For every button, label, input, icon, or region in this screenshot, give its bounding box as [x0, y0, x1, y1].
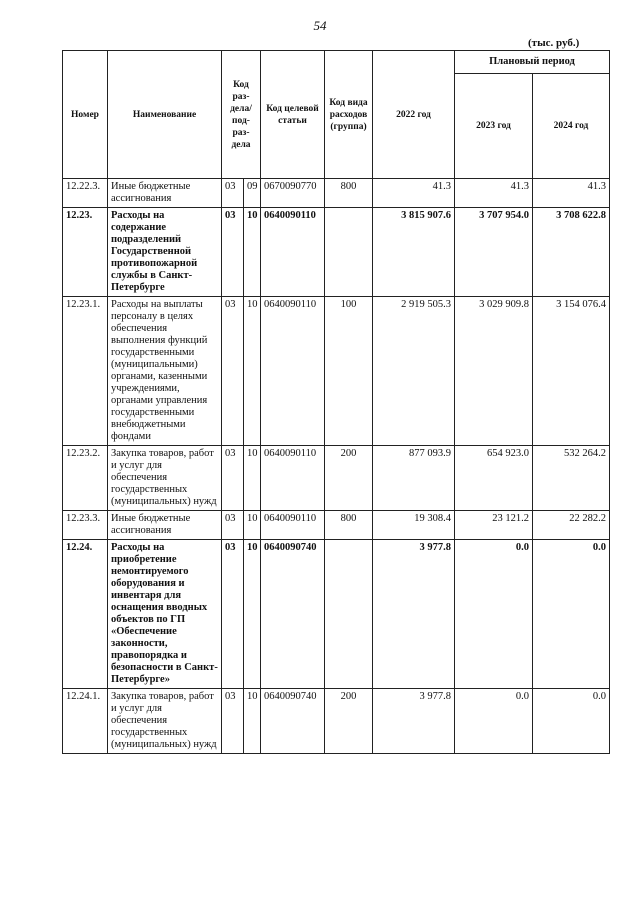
cell-target: 0640090110	[261, 208, 325, 297]
cell-y2024: 22 282.2	[533, 511, 610, 540]
cell-y2024: 532 264.2	[533, 446, 610, 511]
cell-kind: 800	[325, 511, 373, 540]
cell-sec: 03	[222, 689, 244, 754]
header-section: Код раз-дела/ под-раз-дела	[222, 51, 261, 179]
cell-y2023: 41.3	[455, 179, 533, 208]
cell-y2022: 41.3	[373, 179, 455, 208]
cell-num: 12.24.	[63, 540, 108, 689]
header-2024: 2024 год	[533, 74, 610, 179]
header-2022: 2022 год	[373, 51, 455, 179]
cell-y2023: 23 121.2	[455, 511, 533, 540]
cell-sub: 10	[244, 297, 261, 446]
cell-sec: 03	[222, 446, 244, 511]
cell-sec: 03	[222, 297, 244, 446]
cell-num: 12.23.	[63, 208, 108, 297]
cell-name: Иные бюджетные ассигнования	[108, 179, 222, 208]
units-label: (тыс. руб.)	[528, 37, 580, 49]
cell-y2023: 3 029 909.8	[455, 297, 533, 446]
cell-name: Расходы на содержание подразделений Государственной противопожарной службы в Санкт-Петербурге	[108, 208, 222, 297]
cell-name: Расходы на выплаты персоналу в целях обеспечения выполнения функций государственными (муниципальными) органами, казенными учреждениями, органами управления государственными внебюджетными фондами	[108, 297, 222, 446]
cell-target: 0640090740	[261, 689, 325, 754]
cell-y2024: 0.0	[533, 540, 610, 689]
page-number: 54	[313, 18, 327, 33]
cell-num: 12.23.1.	[63, 297, 108, 446]
cell-sec: 03	[222, 511, 244, 540]
cell-y2024: 3 708 622.8	[533, 208, 610, 297]
header-2023: 2023 год	[455, 74, 533, 179]
cell-kind	[325, 540, 373, 689]
cell-kind: 200	[325, 689, 373, 754]
cell-num: 12.24.1.	[63, 689, 108, 754]
cell-y2022: 3 815 907.6	[373, 208, 455, 297]
cell-y2023: 654 923.0	[455, 446, 533, 511]
cell-y2023: 0.0	[455, 689, 533, 754]
header-name: Наименование	[108, 51, 222, 179]
cell-sub: 10	[244, 540, 261, 689]
header-planned: Плановый период	[455, 51, 610, 74]
cell-y2022: 3 977.8	[373, 540, 455, 689]
cell-name: Иные бюджетные ассигнования	[108, 511, 222, 540]
cell-kind: 800	[325, 179, 373, 208]
header-kind: Код вида расходов (группа)	[325, 51, 373, 179]
cell-kind	[325, 208, 373, 297]
cell-target: 0640090110	[261, 511, 325, 540]
cell-sub: 10	[244, 208, 261, 297]
cell-target: 0640090740	[261, 540, 325, 689]
cell-target: 0670090770	[261, 179, 325, 208]
cell-target: 0640090110	[261, 446, 325, 511]
budget-table	[62, 50, 610, 754]
cell-y2022: 19 308.4	[373, 511, 455, 540]
cell-y2022: 3 977.8	[373, 689, 455, 754]
cell-num: 12.23.2.	[63, 446, 108, 511]
cell-kind: 100	[325, 297, 373, 446]
cell-y2023: 0.0	[455, 540, 533, 689]
table-row	[63, 208, 610, 297]
cell-sub: 10	[244, 511, 261, 540]
cell-name: Закупка товаров, работ и услуг для обеспечения государственных (муниципальных) нужд	[108, 446, 222, 511]
cell-sec: 03	[222, 540, 244, 689]
cell-sec: 03	[222, 179, 244, 208]
table-row	[63, 511, 610, 540]
cell-sub: 10	[244, 446, 261, 511]
cell-kind: 200	[325, 446, 373, 511]
cell-y2022: 2 919 505.3	[373, 297, 455, 446]
table-row	[63, 297, 610, 446]
cell-y2024: 0.0	[533, 689, 610, 754]
cell-num: 12.23.3.	[63, 511, 108, 540]
table-row	[63, 689, 610, 754]
cell-y2023: 3 707 954.0	[455, 208, 533, 297]
cell-name: Расходы на приобретение немонтируемого оборудования и инвентаря для оснащения вводных объектов по ГП «Обеспечение законности, правопорядка и безопасности в Санкт-Петербурге»	[108, 540, 222, 689]
cell-num: 12.22.3.	[63, 179, 108, 208]
cell-target: 0640090110	[261, 297, 325, 446]
cell-y2024: 41.3	[533, 179, 610, 208]
cell-sub: 09	[244, 179, 261, 208]
cell-sec: 03	[222, 208, 244, 297]
table-row	[63, 540, 610, 689]
table-row	[63, 446, 610, 511]
header-number: Номер	[63, 51, 108, 179]
cell-y2022: 877 093.9	[373, 446, 455, 511]
header-target: Код целевой статьи	[261, 51, 325, 179]
cell-y2024: 3 154 076.4	[533, 297, 610, 446]
cell-sub: 10	[244, 689, 261, 754]
cell-name: Закупка товаров, работ и услуг для обеспечения государственных (муниципальных) нужд	[108, 689, 222, 754]
table-row	[63, 179, 610, 208]
